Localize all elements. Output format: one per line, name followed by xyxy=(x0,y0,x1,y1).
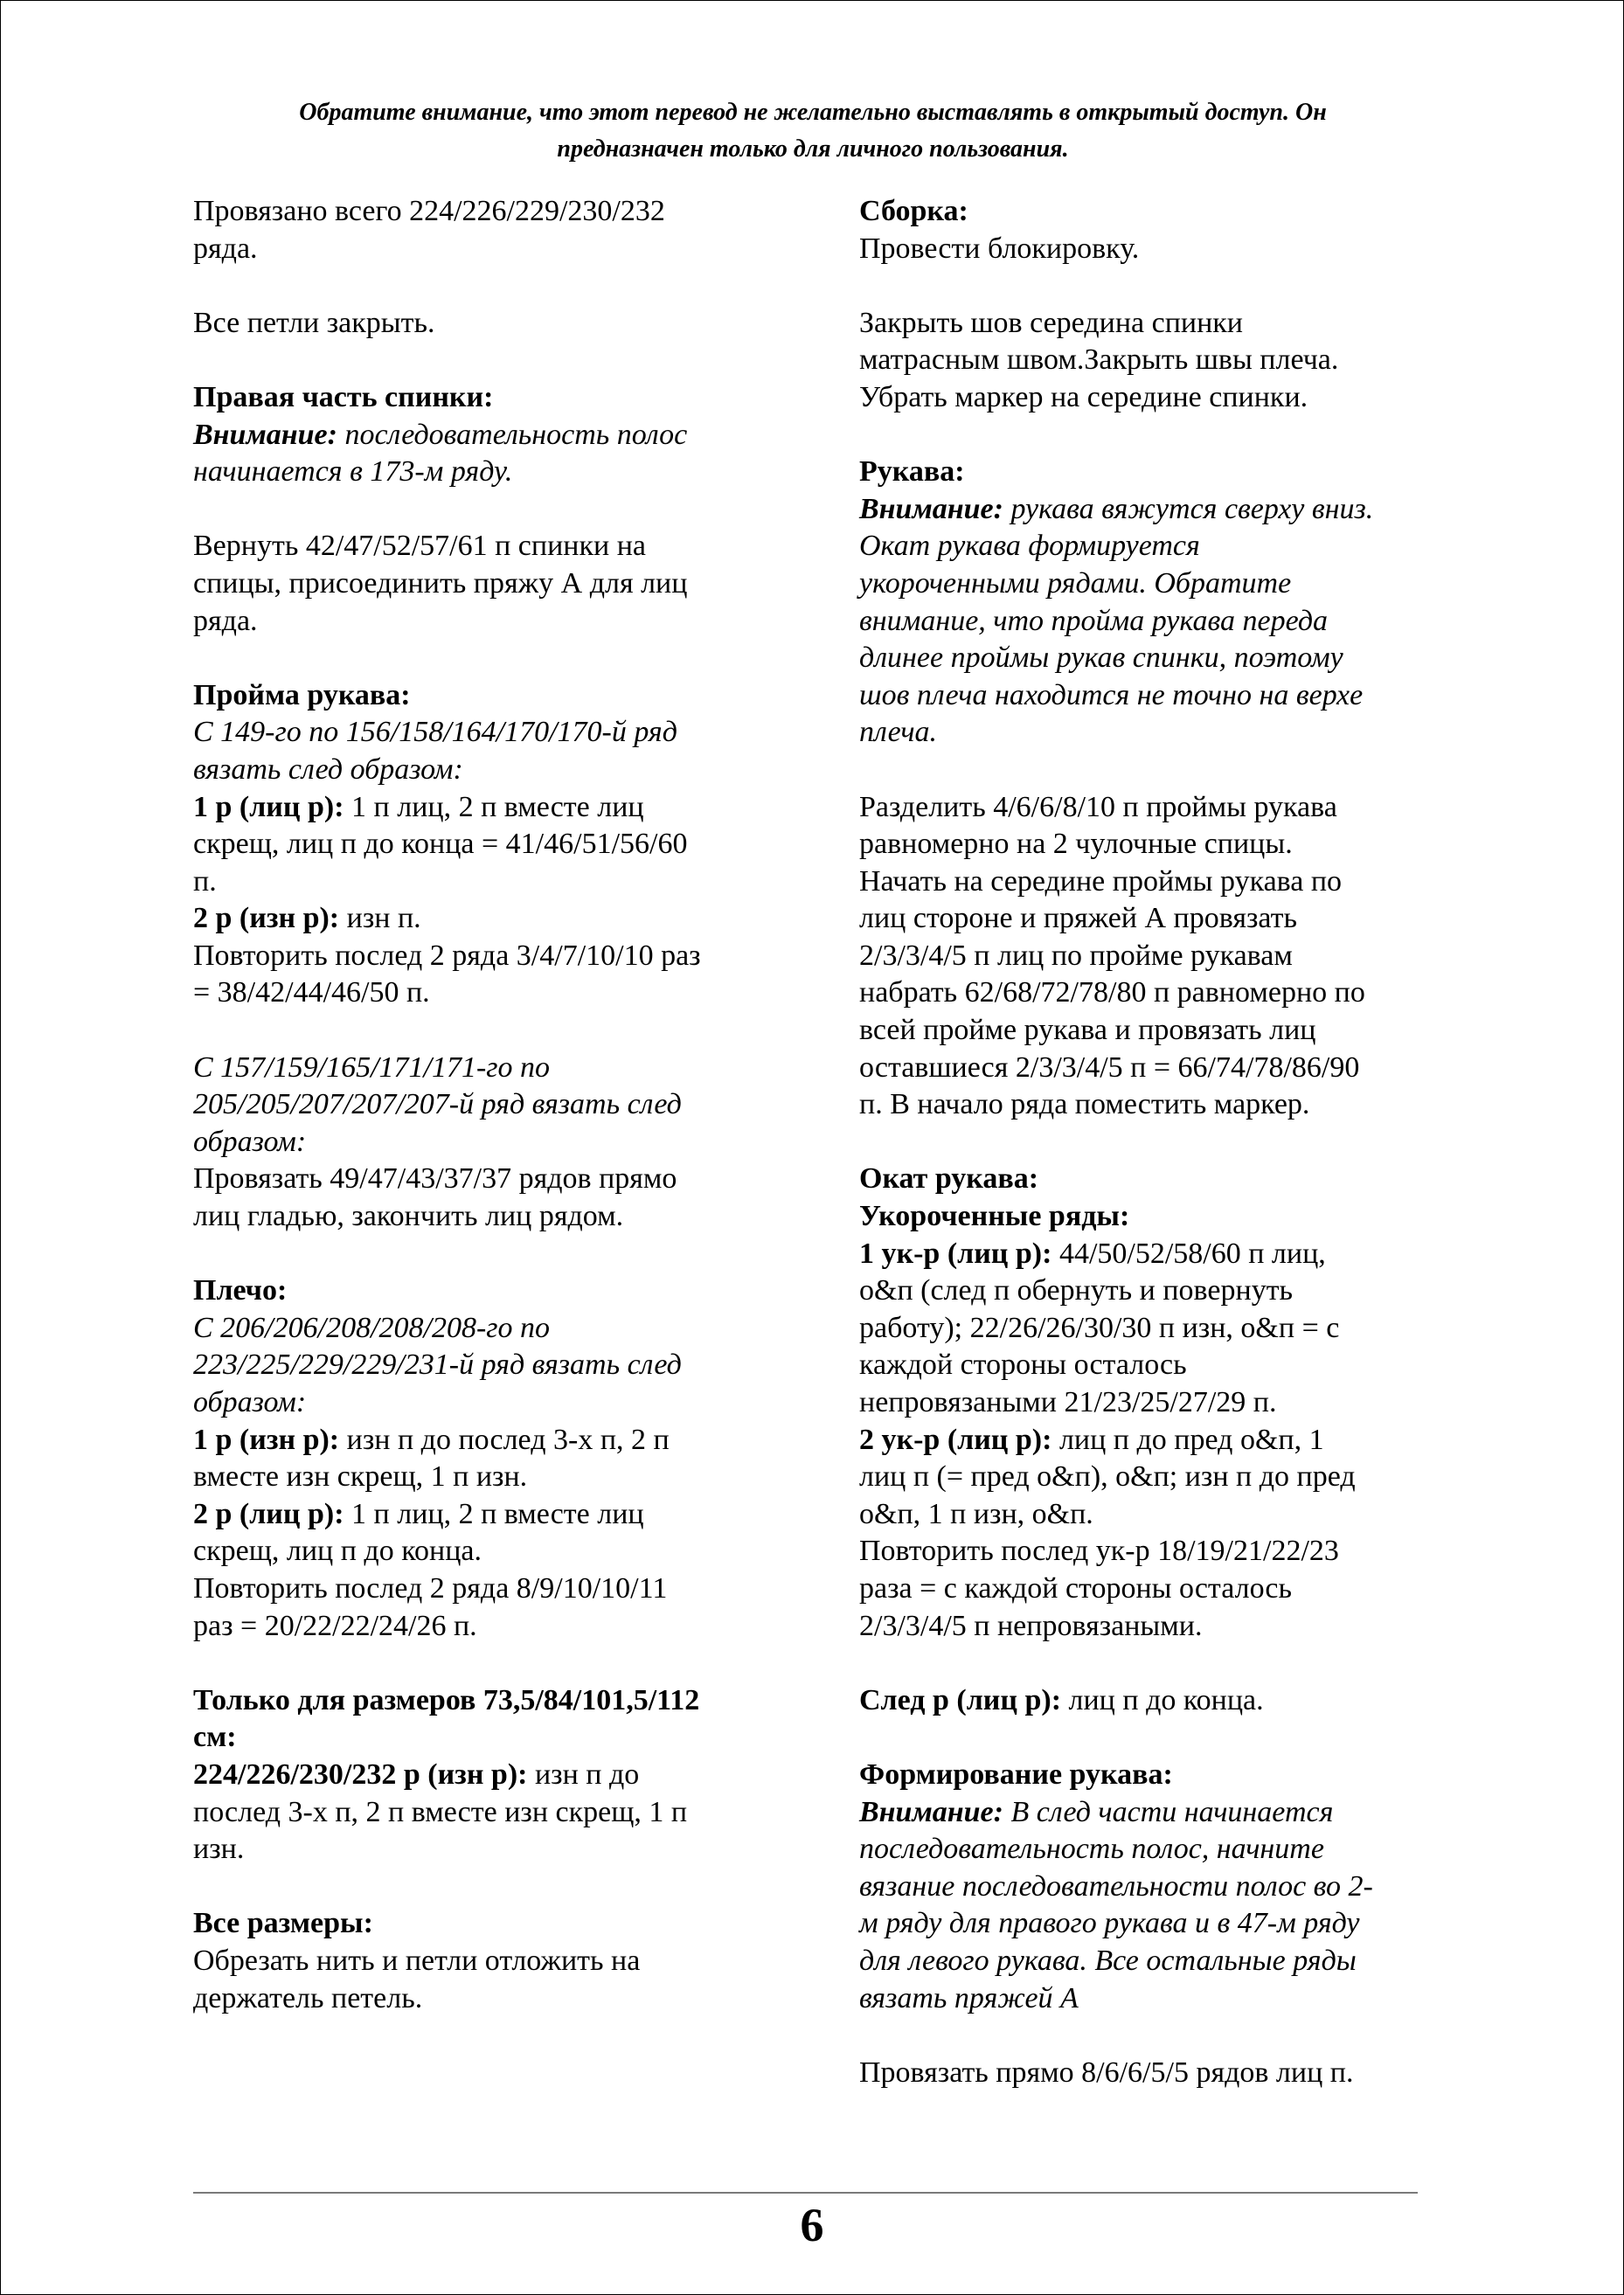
text-line: раз = 20/22/22/24/26 п. xyxy=(193,1609,477,1642)
row-instruction: 1 р (лиц р): 1 п лиц, 2 п вместе лиц xyxy=(193,790,644,823)
note-line: последовательность полос, начните xyxy=(859,1833,1324,1866)
text-line: изн. xyxy=(193,1833,245,1866)
section-heading: Окат рукава: xyxy=(859,1162,1039,1196)
text-line: Убрать маркер на середине спинки. xyxy=(859,380,1308,413)
text-line: скрещ, лиц п до конца = 41/46/51/56/60 xyxy=(193,828,688,861)
text-line: о&п (след п обернуть и повернуть xyxy=(859,1274,1294,1307)
section-heading: Только для размеров 73,5/84/101,5/112 xyxy=(193,1683,700,1716)
text-line: спицы, присоединить пряжу А для лиц xyxy=(193,566,688,600)
text-line: вместе изн скрещ, 1 п изн. xyxy=(193,1460,528,1494)
text-line: ряда. xyxy=(193,232,258,265)
section-heading xyxy=(193,379,761,417)
text-line: раза = с каждой стороны осталось xyxy=(859,1571,1293,1605)
text-line: п. xyxy=(193,864,217,898)
text-line: держатель петель. xyxy=(193,1981,423,2014)
text-line: = 38/42/44/46/50 п. xyxy=(193,976,430,1009)
row-instruction: 2 р (лиц р): 1 п лиц, 2 п вместе лиц xyxy=(193,1497,644,1530)
text-line: Провязать 49/47/43/37/37 рядов прямо xyxy=(193,1162,677,1196)
intro-line: 205/205/207/207/207-й ряд вязать след xyxy=(193,1088,682,1121)
text-line: скрещ, лиц п до конца. xyxy=(193,1535,482,1568)
right-column xyxy=(859,193,1436,2091)
text-line: каждой стороны осталось xyxy=(859,1349,1187,1382)
intro-line: С 157/159/165/171/171-го по xyxy=(193,1050,551,1084)
note-line: плеча. xyxy=(859,716,938,749)
text-line: о&п, 1 п изн, о&п. xyxy=(859,1497,1093,1530)
text-line: послед 3-х п, 2 п вместе изн скрещ, 1 п xyxy=(193,1795,688,1828)
row-instruction: 1 р (изн р): изн п до послед 3-х п, 2 п xyxy=(193,1423,670,1456)
text-line: равномерно на 2 чулочные спицы. xyxy=(859,828,1293,861)
text-line: набрать 62/68/72/78/80 п равномерно по xyxy=(859,976,1365,1009)
notice-line: Обратите внимание, что этот перевод не желательно выставлять в открытый доступ. Он xyxy=(299,99,1327,126)
row-instruction: 2 ук-р (лиц р): лиц п до пред о&п, 1 xyxy=(859,1423,1324,1456)
section-heading: Формирование рукава: xyxy=(859,1758,1173,1791)
intro-line: 223/225/229/229/231-й ряд вязать след xyxy=(193,1349,682,1382)
note-line: вязание последовательности полос во 2- xyxy=(859,1869,1373,1903)
text-line: непровязаными 21/23/25/27/29 п. xyxy=(859,1386,1277,1418)
section-heading: см: xyxy=(193,1721,237,1754)
text-line: лиц гладью, закончить лиц рядом. xyxy=(193,1200,624,1233)
intro-line: образом: xyxy=(193,1386,307,1418)
note-line: Внимание: В след части начинается xyxy=(859,1795,1334,1828)
left-column xyxy=(193,193,761,2017)
text-line: лиц п (= пред о&п), о&п; изн п до пред xyxy=(859,1460,1356,1494)
note-line: внимание, что пройма рукава переда xyxy=(859,604,1329,637)
note-line: вязать пряжей А xyxy=(859,1981,1079,2014)
text-line: работу); 22/26/26/30/30 п изн, о&п = с xyxy=(859,1311,1340,1344)
text-line: Обрезать нить и петли отложить на xyxy=(193,1944,641,1977)
section-heading-text: Правая часть спинки: xyxy=(193,380,494,413)
text-line: Повторить послед ук-р 18/19/21/22/23 xyxy=(859,1535,1339,1568)
row-instruction: 2 р (изн р): изн п. xyxy=(193,902,421,935)
section-heading: Все размеры: xyxy=(193,1907,373,1940)
notice-line: предназначен только для личного пользования. xyxy=(557,135,1069,163)
row-instruction: След р (лиц р): лиц п до конца. xyxy=(859,1683,1264,1716)
section-heading: Рукава: xyxy=(859,455,965,489)
text-line: лиц стороне и пряжей А провязать xyxy=(859,902,1298,935)
section-heading: Плечо: xyxy=(193,1274,288,1307)
text-line: Все петли закрыть. xyxy=(193,306,435,339)
text-line: Закрыть шов середина спинки xyxy=(859,306,1243,339)
text-line: Повторить послед 2 ряда 8/9/10/10/11 xyxy=(193,1571,668,1605)
text-line: матрасным швом.Закрыть швы плеча. xyxy=(859,343,1339,377)
note-line: Внимание: последовательность полос xyxy=(193,418,688,451)
text-line: Разделить 4/6/6/8/10 п проймы рукава xyxy=(859,790,1337,823)
text-line: Вернуть 42/47/52/57/61 п спинки на xyxy=(193,530,646,563)
note-line: шов плеча находится не точно на верхе xyxy=(859,678,1364,711)
note-line: укороченными рядами. Обратите xyxy=(859,566,1292,600)
note-line: Окат рукава формируется xyxy=(859,530,1200,563)
section-heading: Укороченные ряды: xyxy=(859,1200,1130,1233)
text-line: 2/3/3/4/5 п лиц по пройме рукавам xyxy=(859,939,1293,972)
text-line: Провязать прямо 8/6/6/5/5 рядов лиц п. xyxy=(859,2056,1354,2089)
intro-line: вязать след образом: xyxy=(193,752,463,786)
text-line: Провести блокировку. xyxy=(859,232,1140,265)
text-line: 2/3/3/4/5 п непровязаными. xyxy=(859,1609,1203,1642)
text-line: Повторить послед 2 ряда 3/4/7/10/10 раз xyxy=(193,939,701,972)
note-line: для левого рукава. Все остальные ряды xyxy=(859,1944,1357,1977)
text-line: п. В начало ряда поместить маркер. xyxy=(859,1088,1310,1121)
note-line: м ряду для правого рукава и в 47-м ряду xyxy=(859,1907,1360,1940)
text-line: Начать на середине проймы рукава по xyxy=(859,864,1343,898)
note-line: Внимание: рукава вяжутся сверху вниз. xyxy=(859,492,1374,525)
text-line: ряда. xyxy=(193,604,258,637)
text-line: оставшиеся 2/3/3/4/5 п = 66/74/78/86/90 xyxy=(859,1050,1360,1084)
note-line: начинается в 173-м ряду. xyxy=(193,455,513,489)
section-heading: Сборка: xyxy=(859,195,968,227)
notice xyxy=(131,94,1495,168)
text-line: всей пройме рукава и провязать лиц xyxy=(859,1014,1316,1047)
intro-line: образом: xyxy=(193,1125,307,1158)
footer-rule xyxy=(193,2192,1418,2194)
intro-line: С 149-го по 156/158/164/170/170-й ряд xyxy=(193,716,677,749)
row-instruction: 224/226/230/232 р (изн р): изн п до xyxy=(193,1758,640,1791)
row-instruction: 1 ук-р (лиц р): 44/50/52/58/60 п лиц, xyxy=(859,1237,1326,1270)
text-line: Провязано всего 224/226/229/230/232 xyxy=(193,195,665,227)
note-line: длинее проймы рукав спинки, поэтому xyxy=(859,641,1343,675)
section-heading: Пройма рукава: xyxy=(193,678,411,711)
page-number: 6 xyxy=(800,2199,824,2251)
intro-line: С 206/206/208/208/208-го по xyxy=(193,1311,551,1344)
